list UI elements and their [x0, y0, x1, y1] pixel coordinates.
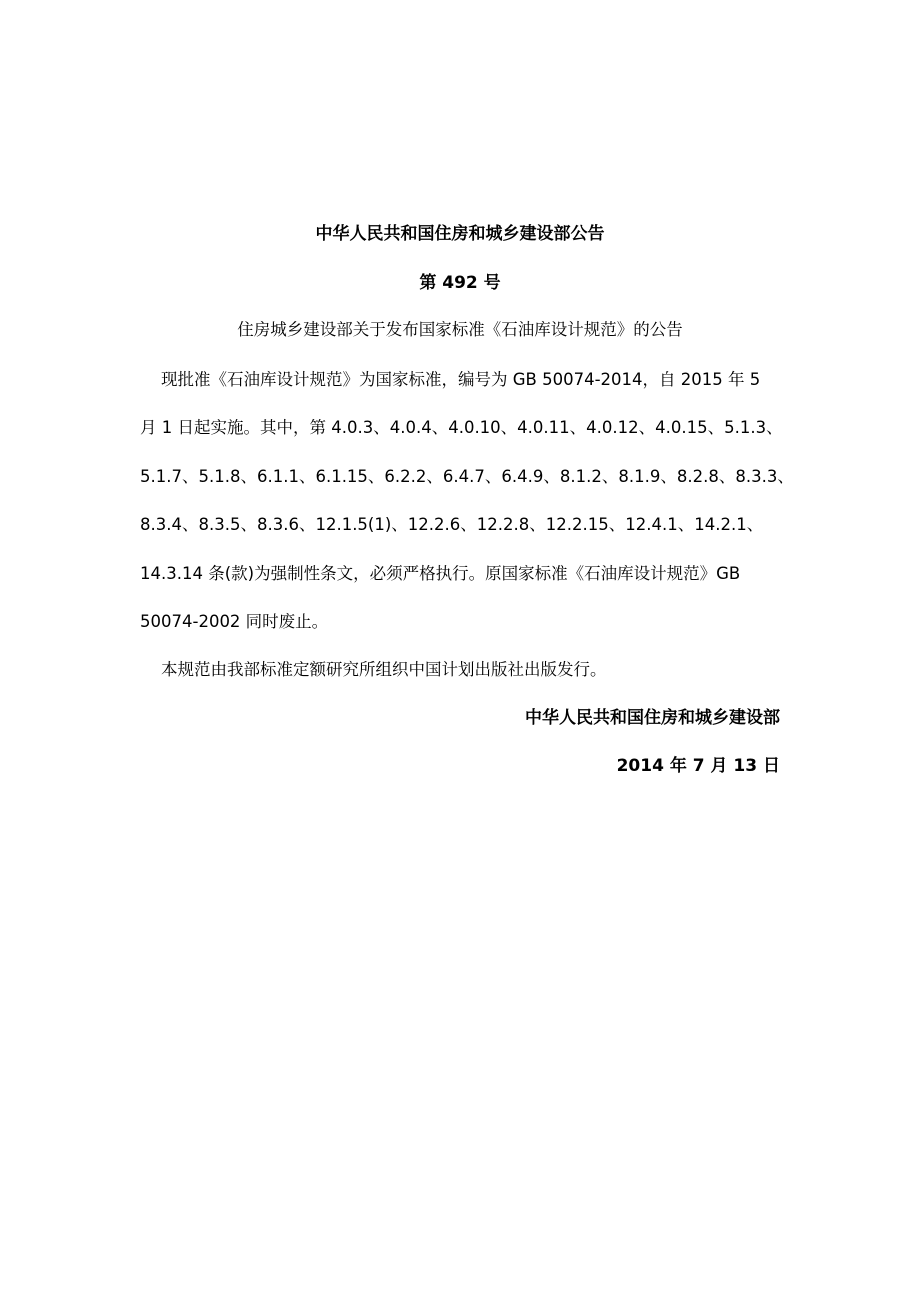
signatory: 中华人民共和国住房和城乡建设部 — [525, 708, 780, 728]
body-line: 50074-2002 同时废止。 — [140, 612, 329, 631]
publish-statement: 本规范由我部标准定额研究所组织中国计划出版社出版发行。 — [161, 660, 607, 679]
body-line: 5.1.7、5.1.8、6.1.1、6.1.15、6.2.2、6.4.7、6.4.9、8.1.2、8.1.9、8.2.8、8.3.3、 — [140, 467, 794, 486]
body-line: 月 1 日起实施。其中，第 4.0.3、4.0.4、4.0.10、4.0.11、4.0.12、4.0.15、5.1.3、 — [140, 418, 783, 437]
announcement-subtitle: 住房城乡建设部关于发布国家标准《石油库设计规范》的公告 — [237, 320, 683, 339]
signature-date: 2014 年 7 月 13 日 — [616, 756, 780, 776]
body-line: 现批准《石油库设计规范》为国家标准，编号为 GB 50074-2014，自 2015 年 5 — [161, 370, 761, 389]
body-line: 8.3.4、8.3.5、8.3.6、12.1.5(1)、12.2.6、12.2.8、12.2.15、12.4.1、14.2.1、 — [140, 515, 764, 534]
announcement-title: 中华人民共和国住房和城乡建设部公告 — [315, 224, 605, 244]
announcement-number: 第 492 号 — [419, 273, 501, 293]
body-line: 14.3.14 条(款)为强制性条文，必须严格执行。原国家标准《石油库设计规范》GB — [140, 564, 741, 583]
